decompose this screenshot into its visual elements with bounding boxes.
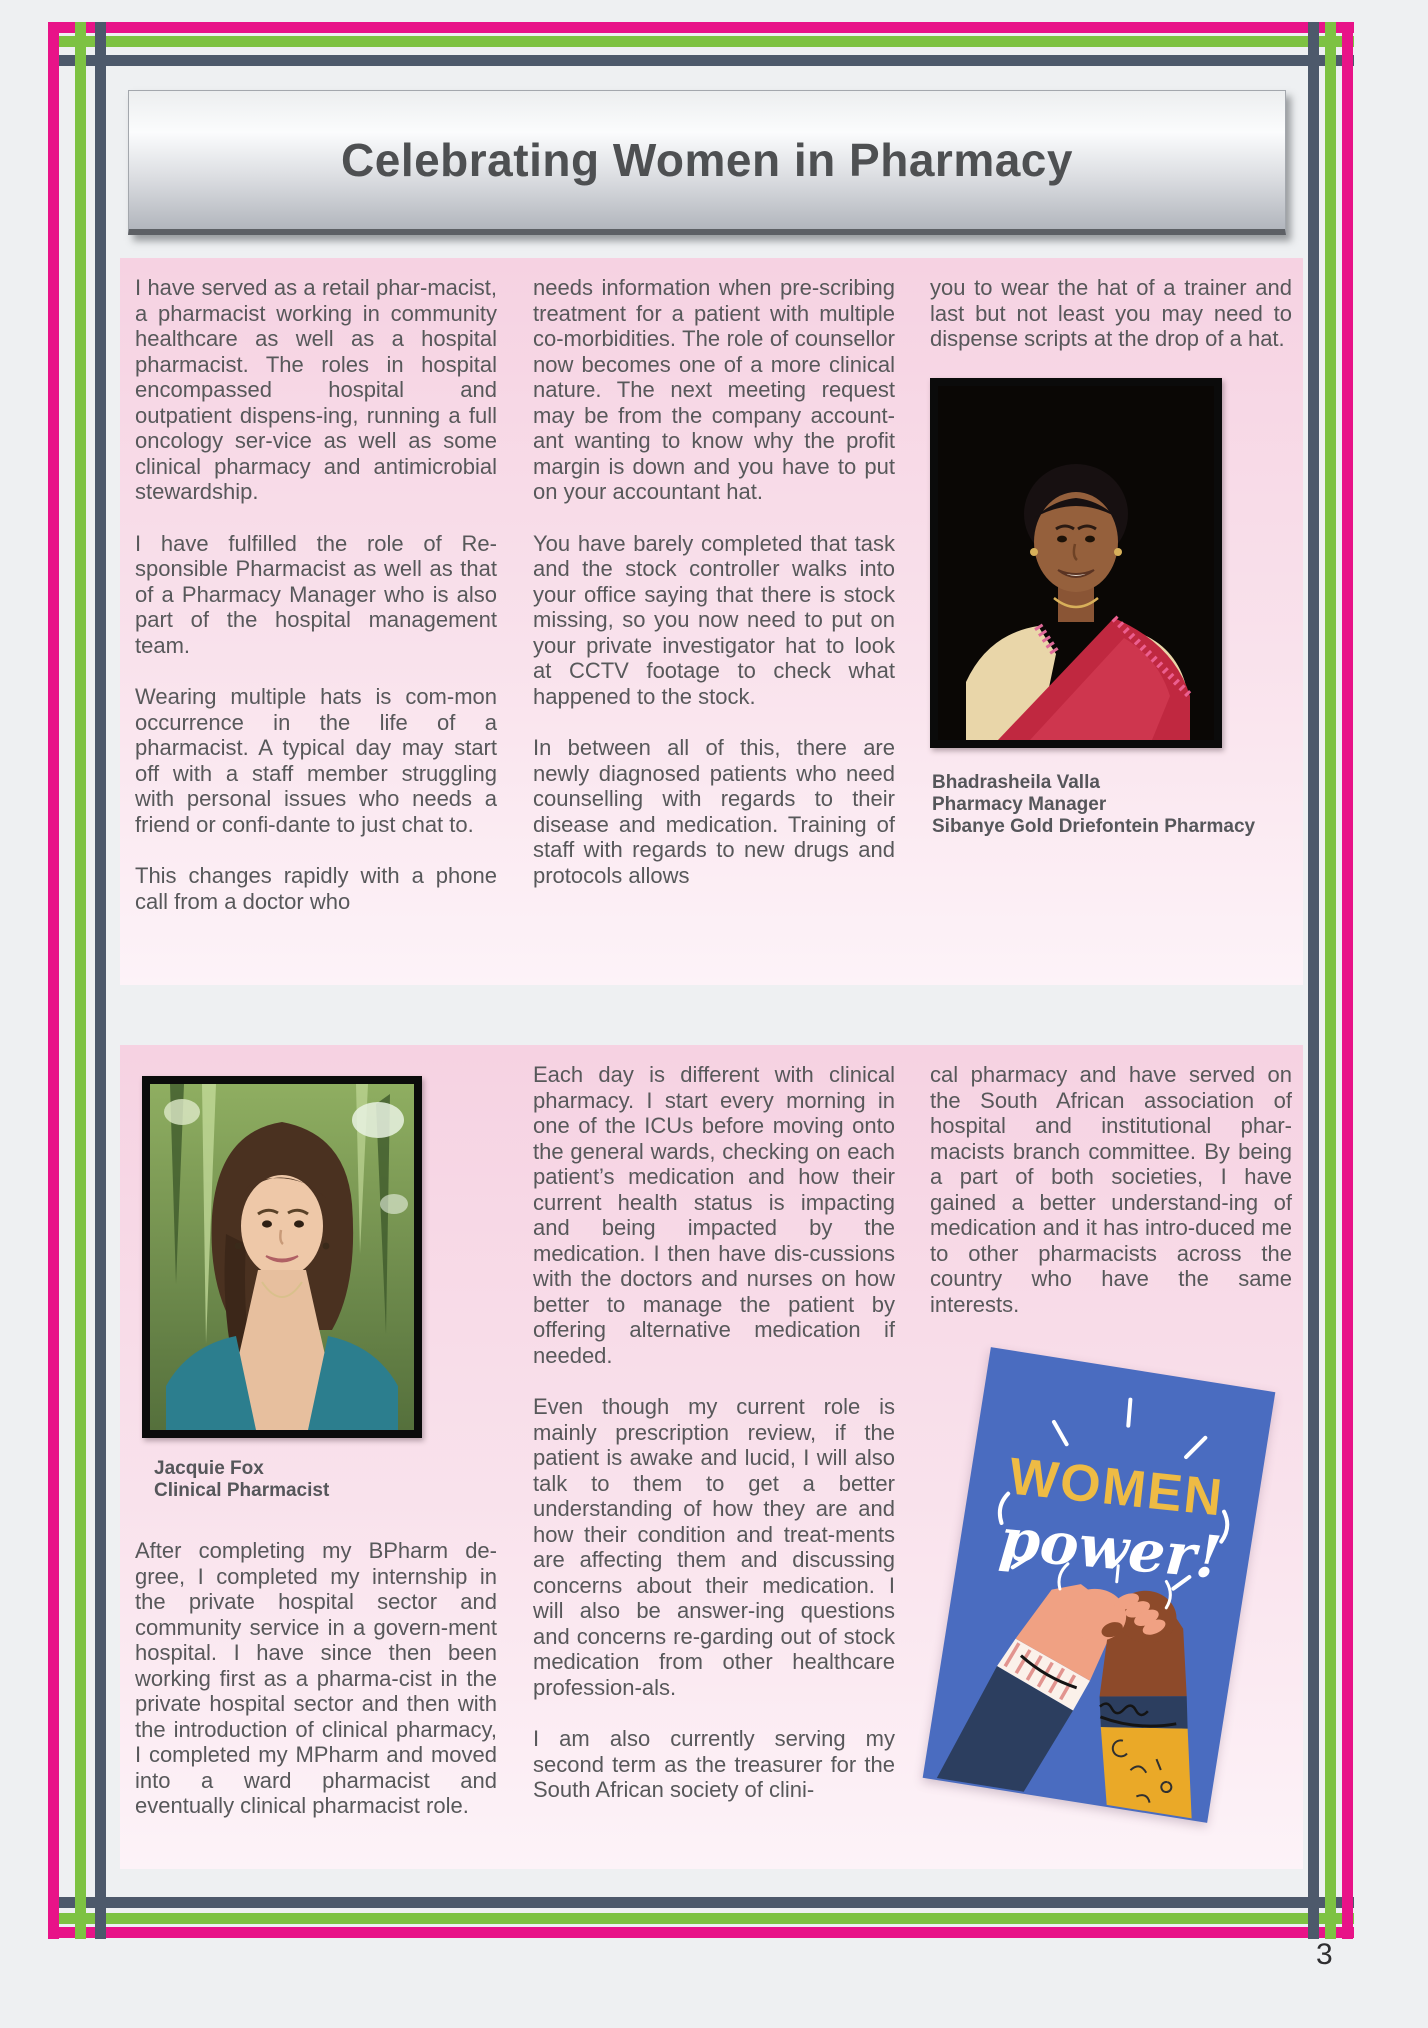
frame-right-magenta-line (1342, 22, 1353, 1939)
paragraph: In between all of this, there are newly diagnosed patients who need counselling with regards to their disease and medication. Training of staff with regards to new drugs and protocols allows (533, 735, 895, 888)
portrait-photo-bhadrasheila-valla (930, 378, 1222, 748)
portrait-photo-jacquie-fox (142, 1076, 422, 1438)
caption-role: Pharmacy Manager (932, 793, 1107, 815)
caption-name: Bhadrasheila Valla (932, 771, 1100, 793)
poster-word1: WOMEN (1006, 1447, 1227, 1528)
article2-section (120, 1045, 1303, 1869)
article1-column3 (930, 275, 1292, 838)
photo-caption-bhadrasheila (932, 772, 1292, 838)
article2-column2 (533, 1062, 895, 1829)
frame-bottom-slate-line (48, 1897, 1354, 1908)
frame-left-slate-line (95, 22, 106, 1939)
paragraph: needs information when pre-scribing treatment for a patient with multiple co-morbidities. The role of counsellor now becomes one of a more clinical nature. The next meeting request may be from the company account-ant wanting to know why the profit margin is down and you have to put on your accountant hat. (533, 275, 895, 504)
paragraph: I have served as a retail phar-macist, a pharmacist working in community healthcare as well as a hospital pharmacist. The roles in hospital encompassed hospital and outpatient dispens-ing, running a full oncology ser-vice as well as some clinical pharmacy and antimicrobial stewardship. (135, 275, 497, 504)
article1-column2 (533, 275, 895, 914)
caption-organisation: Sibanye Gold Driefontein Pharmacy (932, 815, 1256, 837)
frame-right-slate-line (1308, 22, 1319, 1939)
article2-column3 (930, 1062, 1292, 1343)
paragraph: you to wear the hat of a trainer and last but not least you may need to dispense scripts at the drop of a hat. (930, 275, 1292, 351)
frame-left-green-line (75, 22, 86, 1939)
paragraph: I have fulfilled the role of Re-sponsible Pharmacist as well as that of a Pharmacy Manager who is also part of the hospital management team. (135, 530, 497, 658)
paragraph: cal pharmacy and have served on the South African association of hospital and institutional phar-macists branch committee. By being a part of both societies, I have gained a better understand-ing of medication and it has intro-duced me to other pharmacists across the country who have the same interests. (930, 1062, 1292, 1317)
poster-word2: power! (996, 1504, 1225, 1592)
frame-bottom-green-line (48, 1913, 1354, 1924)
women-power-illustration (923, 1347, 1276, 1823)
women-power-poster (923, 1347, 1276, 1823)
title-bar (128, 90, 1286, 235)
frame-top-green-line (48, 36, 1354, 47)
paragraph: This changes rapidly with a phone call from a doctor who (135, 863, 497, 914)
article1-section (120, 258, 1303, 985)
paragraph: Even though my current role is mainly prescription review, if the patient is awake and lucid, I will also talk to them to get a better understanding of how they are and how their condition and treat-ments are affecting them and discussing concerns about their medication. I will also be answer-ing questions and concerns re-garding out of stock medication from other healthcare profession-als. (533, 1394, 895, 1700)
paragraph: Each day is different with clinical pharmacy. I start every morning in one of the ICUs before moving onto the general wards, checking on each patient’s medication and how their current health status is impacting and being impacted by the medication. I then have dis-cussions with the doctors and nurses on how better to manage the patient by offering alternative medication if needed. (533, 1062, 895, 1368)
frame-right-green-line (1325, 22, 1336, 1939)
paragraph: I am also currently serving my second term as the treasurer for the South African society of clini- (533, 1726, 895, 1802)
page-title: Celebrating Women in Pharmacy (341, 134, 1073, 186)
caption-role: Clinical Pharmacist (154, 1480, 330, 1501)
frame-top-magenta-line (48, 22, 1354, 33)
article1-column1 (135, 275, 497, 940)
frame-left-magenta-line (48, 22, 59, 1939)
photo-caption-jacquie (154, 1458, 329, 1502)
paragraph: After completing my BPharm de-gree, I completed my internship in the private hospital sector and community service in a govern-ment hospital. I have since then been working first as a pharma-cist in the private hospital sector and then with the introduction of clinical pharmacy, I completed my MPharm and moved into a ward pharmacist and eventually clinical pharmacist role. (135, 1538, 497, 1818)
article2-column1 (135, 1538, 497, 1845)
paragraph: You have barely completed that task and the stock controller walks into your office saying that there is stock missing, so you now need to put on your private investigator hat to look at CCTV footage to check what happened to the stock. (533, 530, 895, 709)
paragraph: Wearing multiple hats is com-mon occurrence in the life of a pharmacist. A typical day may start off with a staff member struggling with personal issues who needs a friend or confi-dante to just chat to. (135, 684, 497, 837)
page-number: 3 (1316, 1938, 1333, 1971)
frame-bottom-magenta-line (48, 1927, 1354, 1938)
caption-name: Jacquie Fox (154, 1458, 264, 1479)
frame-top-slate-line (48, 55, 1354, 66)
